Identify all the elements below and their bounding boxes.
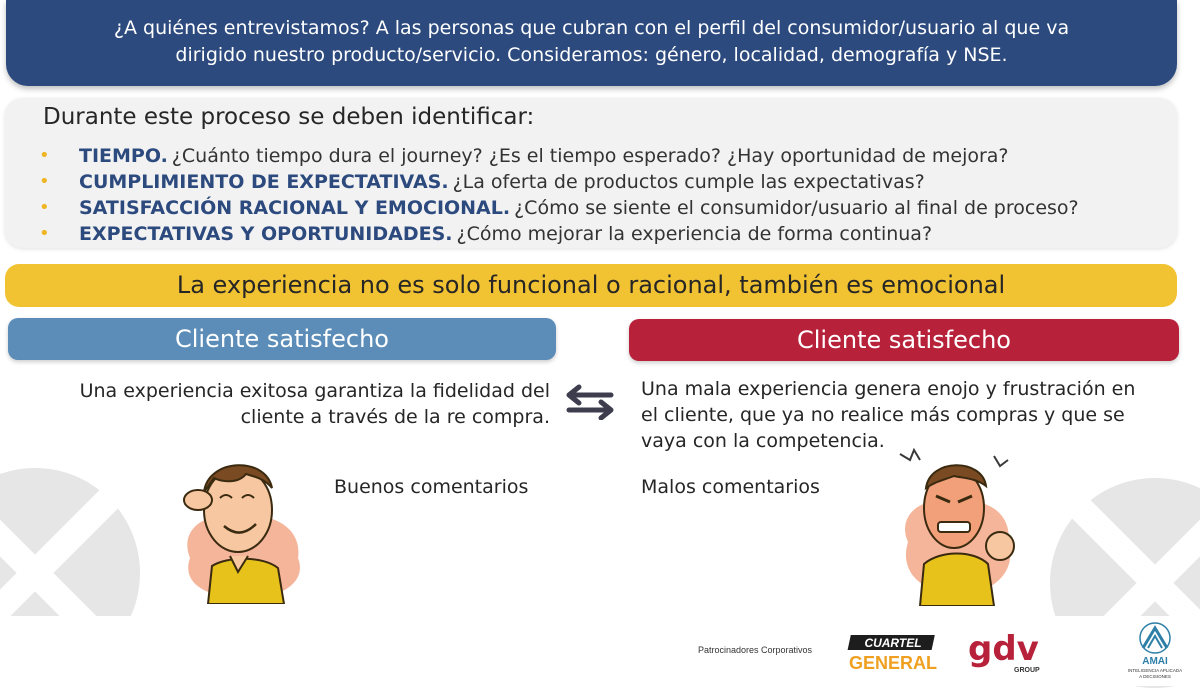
bullet-icon: •	[39, 223, 50, 244]
process-item-key: SATISFACCIÓN RACIONAL Y EMOCIONAL.	[79, 197, 511, 219]
happy-man-illustration	[168, 448, 318, 604]
process-item-text: ¿Cómo mejorar la experiencia de forma continua?	[456, 223, 933, 245]
gdv-group-logo	[966, 626, 1042, 676]
good-desc-line-2: cliente a través de la re compra.	[240, 406, 550, 428]
bad-experience-description	[641, 376, 1181, 454]
bullet-icon: •	[39, 197, 50, 218]
audience-banner	[6, 0, 1177, 86]
unsatisfied-client-pill: Cliente satisfecho	[629, 319, 1179, 361]
bad-comments-label: Malos comentarios	[641, 476, 820, 498]
gdv-text: gdv	[968, 629, 1039, 669]
process-title: Durante este proceso se deben identificar:	[43, 104, 535, 130]
gdv-sub-text: GROUP	[1014, 667, 1040, 674]
bullet-icon: •	[39, 145, 50, 166]
angry-man-illustration	[890, 446, 1024, 606]
bad-desc-line-2: el cliente, que ya no realice más compras y que se	[641, 404, 1125, 426]
banner-line-2: dirigido nuestro producto/servicio. Consideramos: género, localidad, demografía y NSE.	[175, 44, 1008, 66]
process-item-key: EXPECTATIVAS Y OPORTUNIDADES.	[79, 223, 453, 245]
process-item-tiempo	[35, 143, 1079, 169]
process-item-text: ¿Cómo se siente el consumidor/usuario al final de proceso?	[514, 197, 1079, 219]
process-item-satisfaccion	[35, 195, 1079, 221]
process-item-expectativas	[35, 221, 1079, 247]
process-item-text: ¿Cuánto tiempo dura el journey? ¿Es el tiempo esperado? ¿Hay oportunidad de mejora?	[171, 145, 1009, 167]
good-desc-line-1: Una experiencia exitosa garantiza la fidelidad del	[79, 380, 550, 402]
process-list	[35, 143, 1079, 247]
cg-top-text: CUARTEL	[864, 636, 922, 650]
process-item-key: CUMPLIMIENTO DE EXPECTATIVAS.	[79, 171, 449, 193]
bad-desc-line-1: Una mala experiencia genera enojo y frustración en	[641, 378, 1136, 400]
process-item-cumplimiento	[35, 169, 1079, 195]
process-item-text: ¿La oferta de productos cumple las expectativas?	[452, 171, 925, 193]
amai-logo	[1124, 620, 1186, 684]
bad-desc-line-3: vaya con la competencia.	[641, 430, 885, 452]
bullet-icon: •	[39, 171, 50, 192]
amai-sub-2: A DECISIONES	[1139, 674, 1171, 679]
satisfied-client-pill: Cliente satisfecho	[8, 318, 556, 360]
cuartel-general-logo	[843, 634, 943, 674]
sponsors-label: Patrocinadores Corporativos	[698, 645, 813, 655]
good-comments-label: Buenos comentarios	[334, 476, 529, 498]
amai-sub-1: INTELIGENCIA APLICADA	[1127, 668, 1183, 673]
banner-line-1: ¿A quiénes entrevistamos? A las personas que cubran con el perfil del consumidor/usuario al que va	[113, 17, 1070, 39]
process-box	[5, 98, 1177, 248]
highlight-bar: La experiencia no es solo funcional o racional, también es emocional	[5, 264, 1177, 307]
bidirectional-arrows-icon	[563, 384, 617, 420]
amai-text: AMAI	[1142, 656, 1168, 667]
good-experience-description	[30, 378, 550, 430]
process-item-key: TIEMPO.	[79, 145, 168, 167]
cg-bottom-text: GENERAL	[848, 653, 938, 673]
